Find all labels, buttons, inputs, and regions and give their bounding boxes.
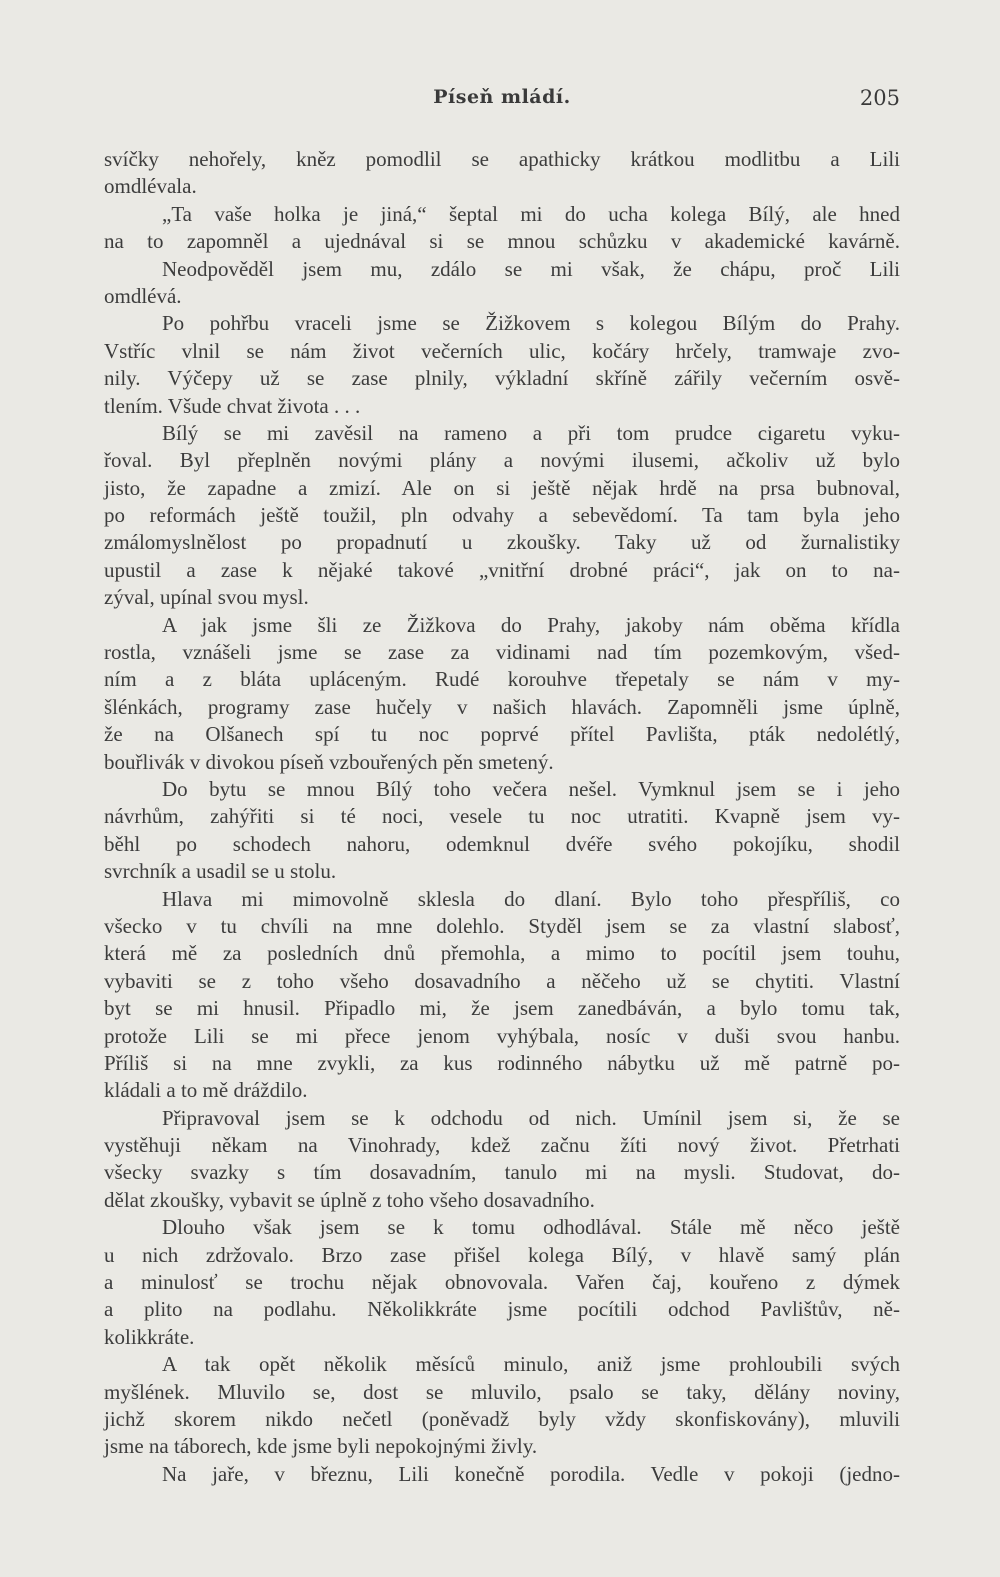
text-line: všecky svazky s tím dosavadním, tanulo mi na mysli. Studovat, do- — [104, 1160, 900, 1185]
text-line: omdlévá. — [104, 283, 182, 308]
text-line: Bílý se mi zavěsil na rameno a při tom prudce cigaretu vyku- — [162, 420, 900, 445]
text-line: rostla, vznášeli jsme se zase za vidinami nad tím pozemkovým, všed- — [104, 640, 900, 665]
text-line: jsme na táborech, kde jsme byli nepokojnými živly. — [104, 1434, 538, 1459]
text-line: Hlava mi mimovolně sklesla do dlaní. Bylo toho přespříliš, co — [162, 886, 900, 911]
text-line: kládali a to mě dráždilo. — [104, 1078, 308, 1103]
page-number: 205 — [859, 86, 900, 110]
text-line: že na Olšanech spí tu noc poprvé přítel Pavlišta, pták nedolétlý, — [104, 722, 900, 747]
text-line: všecko v tu chvíli na mne dolehlo. Styděl jsem se za vlastní slabosť, — [104, 913, 900, 938]
text-line: protože Lili se mi přece jenom vyhýbala, nosíc v duši svou hanbu. — [104, 1023, 900, 1048]
text-line: svíčky nehořely, kněz pomodlil se apathicky krátkou modlitbu a Lili — [104, 147, 900, 171]
text-line: ním a z bláta upláceným. Rudé korouhve třepetaly se nám v my- — [104, 667, 900, 692]
text-line: bouřlivák v divokou píseň vzbouřených pěn smetený. — [104, 749, 554, 774]
text-line: omdlévala. — [104, 174, 197, 199]
text-line: vystěhuji někam na Vinohrady, kdež začnu žíti nový život. Přetrhati — [104, 1133, 900, 1158]
text-line: byt se mi hnusil. Připadlo mi, že jsem zanedbáván, a bylo tomu tak, — [104, 996, 900, 1021]
text-line: myšlének. Mluvilo se, dost se mluvilo, psalo se taky, dělány noviny, — [104, 1379, 900, 1404]
text-line: po reformách ještě toužil, pln odvahy a sebevědomí. Ta tam byla jeho — [104, 503, 900, 528]
text-line: kolikkráte. — [104, 1324, 195, 1349]
text-line: nily. Výčepy už se zase plnily, výkladní skříně zářily večerním osvě- — [104, 366, 900, 391]
text-line: Na jaře, v březnu, Lili konečně porodila. Vedle v pokoji (jedno- — [162, 1461, 900, 1486]
text-line: a plito na podlahu. Několikkráte jsme pocítili odchod Pavlištův, ně- — [104, 1297, 900, 1322]
text-line: jisto, že zapadne a zmizí. Ale on si ještě nějak hrdě na prsa bubnoval, — [104, 475, 900, 500]
text-line: Po pohřbu vraceli jsme se Žižkovem s kolegou Bílým do Prahy. — [162, 311, 900, 336]
text-line: a minulosť se trochu nějak obnovovala. Vařen čaj, kouřeno z dýmek — [104, 1270, 900, 1295]
page-header — [104, 86, 900, 116]
text-line: „Ta vaše holka je jiná,“ šeptal mi do ucha kolega Bílý, ale hned — [162, 201, 900, 226]
text-line: na to zapomněl a ujednával si se mnou schůzku v akademické kavárně. — [104, 229, 900, 254]
text-line: zýval, upínal svou mysl. — [104, 585, 309, 610]
text-line: Vstříc vlnil se nám život večerních ulic, kočáry hrčely, tramwaje zvo- — [104, 338, 900, 363]
body-text — [104, 146, 900, 1488]
text-line: návrhům, zahýřiti si té noci, vesele tu noc utratiti. Kvapně jsem vy- — [104, 804, 900, 829]
running-title: Píseň mládí. — [433, 86, 571, 108]
text-line: upustil a zase k nějaké takové „vnitřní drobné práci“, jak on to na- — [104, 557, 900, 582]
text-line: Do bytu se mnou Bílý toho večera nešel. Vymknul jsem se i jeho — [162, 776, 900, 801]
text-line: zmálomyslnělost po propadnutí u zkoušky. Taky už od žurnalistiky — [104, 530, 900, 555]
text-line: Neodpověděl jsem mu, zdálo se mi však, že chápu, proč Lili — [162, 256, 900, 281]
text-line: A jak jsme šli ze Žižkova do Prahy, jakoby nám oběma křídla — [162, 612, 900, 637]
text-line: tlením. Všude chvat života . . . — [104, 393, 361, 418]
text-line: vybaviti se z toho všeho dosavadního a něčeho už se chytiti. Vlastní — [104, 968, 900, 993]
text-line: jichž skorem nikdo nečetl (poněvadž byly vždy skonfiskovány), mluvili — [104, 1406, 900, 1431]
text-line: Připravoval jsem se k odchodu od nich. Umínil jsem si, že se — [162, 1105, 900, 1130]
text-line: řoval. Byl přeplněn novými plány a novými ilusemi, ačkoliv už bylo — [104, 448, 900, 473]
text-line: Příliš si na mne zvykli, za kus rodinného nábytku už mě patrně po- — [104, 1050, 900, 1075]
text-line: běhl po schodech nahoru, odemknul dvéře svého pokojíku, shodil — [104, 831, 900, 856]
text-line: dělat zkoušky, vybavit se úplně z toho všeho dosavadního. — [104, 1187, 595, 1212]
text-line: Dlouho však jsem se k tomu odhodlával. Stále mě něco ještě — [162, 1215, 900, 1240]
text-line: která mě za posledních dnů přemohla, a mimo to pocítil jsem touhu, — [104, 941, 900, 966]
text-line: šlénkách, programy zase hučely v našich hlavách. Zapomněli jsme úplně, — [104, 694, 900, 719]
text-line: u nich zdržovalo. Brzo zase přišel kolega Bílý, v hlavě samý plán — [104, 1242, 900, 1267]
text-line: A tak opět několik měsíců minulo, aniž jsme prohloubili svých — [162, 1352, 900, 1377]
text-line: svrchník a usadil se u stolu. — [104, 859, 337, 884]
